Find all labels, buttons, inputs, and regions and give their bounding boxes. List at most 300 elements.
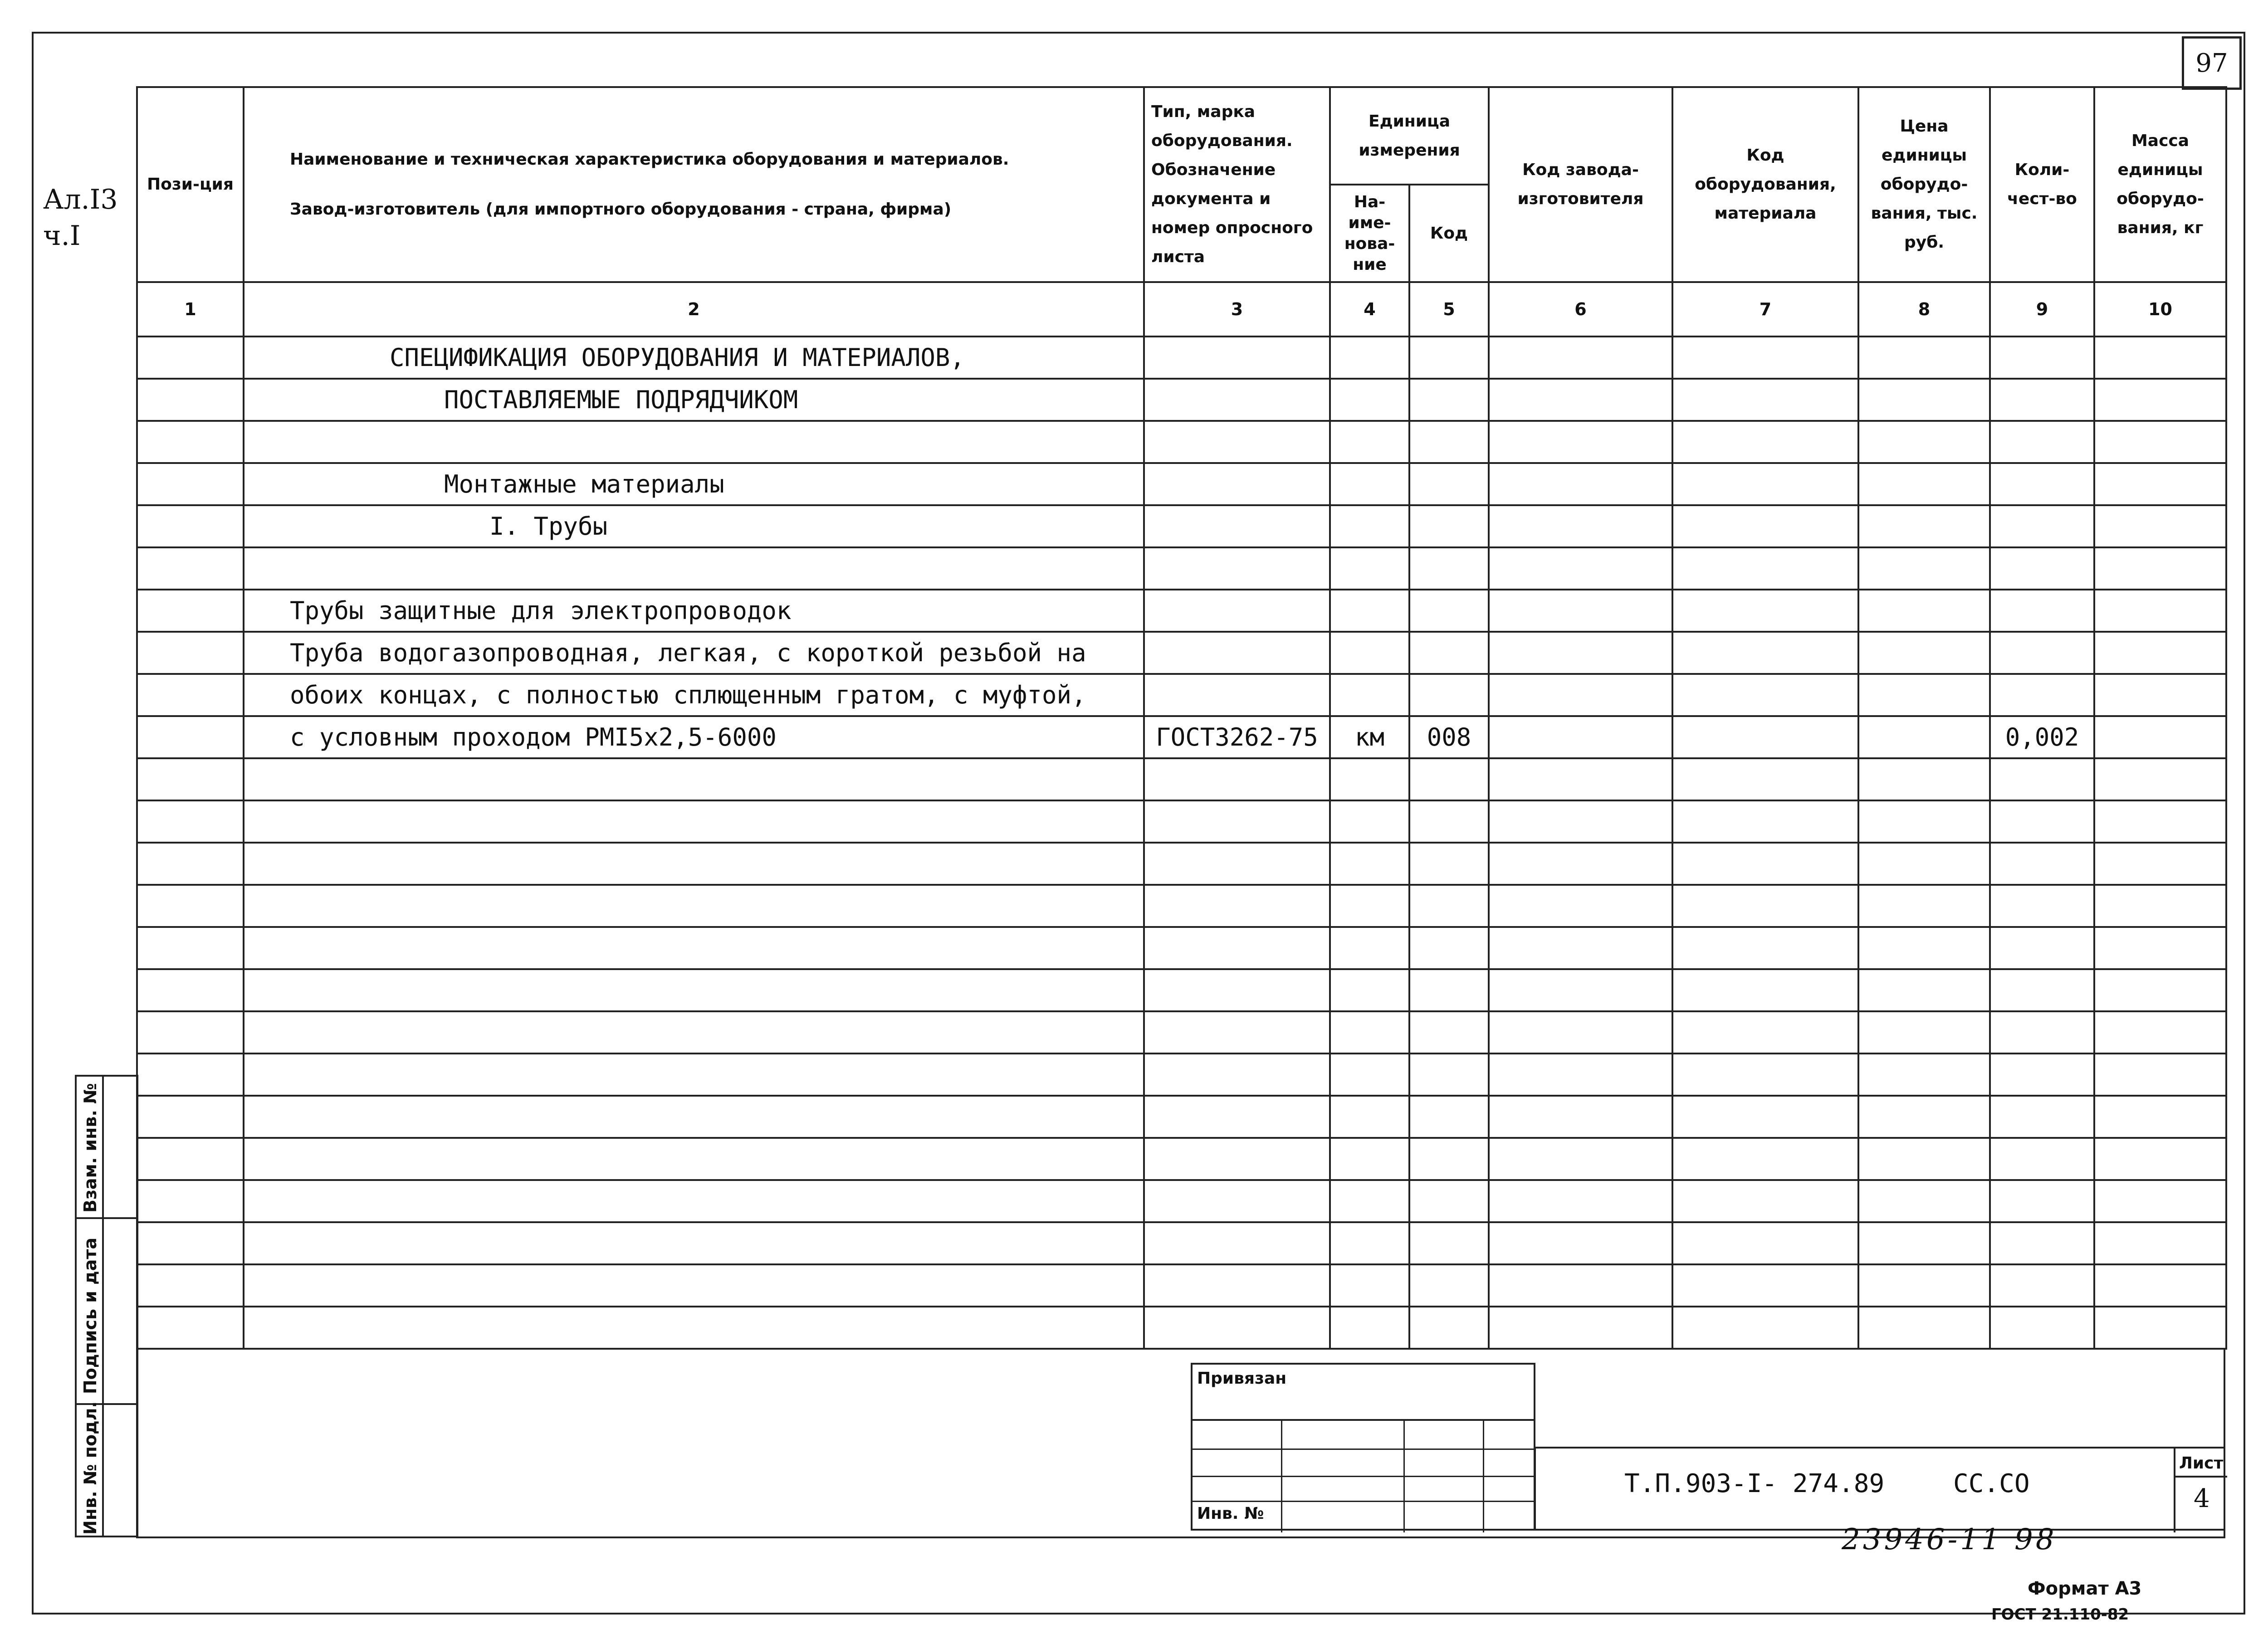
unit-code-cell bbox=[1409, 421, 1489, 463]
unit-name-cell bbox=[1330, 421, 1409, 463]
table-row bbox=[137, 463, 2226, 505]
name-cell bbox=[244, 800, 1144, 843]
sheet-box bbox=[2174, 1449, 2227, 1532]
position-cell bbox=[137, 758, 244, 800]
format-label: Формат А3 bbox=[2028, 1578, 2142, 1599]
header-unit: Единица измерения bbox=[1330, 87, 1489, 185]
equipment-code-cell bbox=[1672, 1011, 1858, 1054]
equipment-code-cell bbox=[1672, 337, 1858, 379]
handwritten-number: 23946-11 98 bbox=[1842, 1523, 2057, 1556]
mass-cell bbox=[2094, 1011, 2226, 1054]
specification-body bbox=[137, 337, 2226, 1349]
mass-cell bbox=[2094, 632, 2226, 674]
column-number: 1 bbox=[137, 282, 244, 337]
name-cell bbox=[244, 1011, 1144, 1054]
factory-code-cell bbox=[1489, 758, 1672, 800]
sheet-value: 4 bbox=[2194, 1484, 2210, 1513]
gost-label: ГОСТ 21.110-82 bbox=[1991, 1605, 2129, 1624]
table-row bbox=[137, 379, 2226, 421]
column-number: 4 bbox=[1330, 282, 1409, 337]
equipment-code-cell bbox=[1672, 969, 1858, 1011]
quantity-cell bbox=[1990, 1264, 2094, 1307]
factory-code-cell bbox=[1489, 379, 1672, 421]
equipment-code-cell bbox=[1672, 1180, 1858, 1222]
table-row bbox=[137, 1307, 2226, 1349]
mass-cell bbox=[2094, 1222, 2226, 1264]
unit-code-cell bbox=[1409, 843, 1489, 885]
table-row bbox=[137, 843, 2226, 885]
quantity-cell bbox=[1990, 1096, 2094, 1138]
price-cell bbox=[1858, 463, 1990, 505]
header-type: Тип, марка оборудования. Обозначение документа и номер опросного листа bbox=[1144, 87, 1330, 282]
unit-name-cell bbox=[1330, 632, 1409, 674]
type-cell bbox=[1144, 1054, 1330, 1096]
name-cell: с условным проходом РМI5х2,5-6000 bbox=[244, 716, 1144, 758]
side-label-replace-inv: Взам. инв. № bbox=[80, 1083, 100, 1213]
unit-name-cell bbox=[1330, 1264, 1409, 1307]
factory-code-cell bbox=[1489, 1054, 1672, 1096]
table-row bbox=[137, 885, 2226, 927]
equipment-code-cell bbox=[1672, 1264, 1858, 1307]
price-cell bbox=[1858, 800, 1990, 843]
equipment-code-cell bbox=[1672, 421, 1858, 463]
type-cell bbox=[1144, 969, 1330, 1011]
name-cell bbox=[244, 843, 1144, 885]
equipment-code-cell bbox=[1672, 632, 1858, 674]
factory-code-cell bbox=[1489, 590, 1672, 632]
type-cell bbox=[1144, 1096, 1330, 1138]
type-cell bbox=[1144, 1307, 1330, 1349]
price-cell bbox=[1858, 927, 1990, 969]
equipment-code-cell bbox=[1672, 1054, 1858, 1096]
column-number: 3 bbox=[1144, 282, 1330, 337]
unit-code-cell bbox=[1409, 674, 1489, 716]
type-cell bbox=[1144, 590, 1330, 632]
factory-code-cell bbox=[1489, 1264, 1672, 1307]
unit-code-cell bbox=[1409, 547, 1489, 590]
type-cell bbox=[1144, 505, 1330, 547]
price-cell bbox=[1858, 1264, 1990, 1307]
unit-name-cell bbox=[1330, 1054, 1409, 1096]
unit-name-cell bbox=[1330, 463, 1409, 505]
position-cell bbox=[137, 379, 244, 421]
type-cell bbox=[1144, 800, 1330, 843]
mass-cell bbox=[2094, 927, 2226, 969]
mass-cell bbox=[2094, 1264, 2226, 1307]
unit-code-cell bbox=[1409, 379, 1489, 421]
equipment-code-cell bbox=[1672, 1222, 1858, 1264]
factory-code-cell bbox=[1489, 505, 1672, 547]
unit-name-cell bbox=[1330, 1307, 1409, 1349]
position-cell bbox=[137, 969, 244, 1011]
factory-code-cell bbox=[1489, 927, 1672, 969]
name-cell bbox=[244, 1096, 1144, 1138]
side-stamp-strip bbox=[75, 1075, 138, 1537]
position-cell bbox=[137, 505, 244, 547]
header-factory-code: Код завода-изготовителя bbox=[1489, 87, 1672, 282]
side-ref-line-1: Ал.I3 bbox=[43, 184, 118, 215]
table-row bbox=[137, 1011, 2226, 1054]
price-cell bbox=[1858, 379, 1990, 421]
unit-code-cell bbox=[1409, 1096, 1489, 1138]
side-label-original-inv: Инв. № подл. bbox=[80, 1401, 100, 1535]
quantity-cell bbox=[1990, 1138, 2094, 1180]
unit-code-cell bbox=[1409, 1264, 1489, 1307]
position-cell bbox=[137, 1180, 244, 1222]
quantity-cell bbox=[1990, 885, 2094, 927]
unit-code-cell bbox=[1409, 590, 1489, 632]
equipment-code-cell bbox=[1672, 927, 1858, 969]
table-row bbox=[137, 716, 2226, 758]
document-title-block bbox=[1534, 1447, 2225, 1531]
unit-name-cell bbox=[1330, 1096, 1409, 1138]
quantity-cell bbox=[1990, 1011, 2094, 1054]
position-cell bbox=[137, 1138, 244, 1180]
factory-code-cell bbox=[1489, 1011, 1672, 1054]
mass-cell bbox=[2094, 1307, 2226, 1349]
header-unit-name: На-име-нова-ние bbox=[1330, 185, 1409, 282]
column-number: 2 bbox=[244, 282, 1144, 337]
factory-code-cell bbox=[1489, 1307, 1672, 1349]
unit-code-cell bbox=[1409, 463, 1489, 505]
type-cell bbox=[1144, 1222, 1330, 1264]
price-cell bbox=[1858, 1096, 1990, 1138]
factory-code-cell bbox=[1489, 1138, 1672, 1180]
mass-cell bbox=[2094, 379, 2226, 421]
quantity-cell bbox=[1990, 505, 2094, 547]
position-cell bbox=[137, 716, 244, 758]
column-number: 7 bbox=[1672, 282, 1858, 337]
unit-code-cell bbox=[1409, 1307, 1489, 1349]
table-row bbox=[137, 632, 2226, 674]
mass-cell bbox=[2094, 1138, 2226, 1180]
column-number: 9 bbox=[1990, 282, 2094, 337]
unit-code-cell bbox=[1409, 885, 1489, 927]
side-label-signature-date: Подпись и дата bbox=[80, 1237, 100, 1394]
stamp-divider bbox=[1403, 1419, 1405, 1532]
type-cell bbox=[1144, 421, 1330, 463]
name-cell bbox=[244, 1180, 1144, 1222]
document-code: Т.П.903-I- 274.89 bbox=[1624, 1469, 1885, 1498]
unit-code-cell bbox=[1409, 505, 1489, 547]
price-cell bbox=[1858, 632, 1990, 674]
table-row bbox=[137, 1264, 2226, 1307]
position-cell bbox=[137, 337, 244, 379]
name-cell: I. Трубы bbox=[244, 505, 1144, 547]
type-cell bbox=[1144, 547, 1330, 590]
specification-table bbox=[136, 86, 2227, 1350]
position-cell bbox=[137, 547, 244, 590]
equipment-code-cell bbox=[1672, 843, 1858, 885]
quantity-cell bbox=[1990, 632, 2094, 674]
factory-code-cell bbox=[1489, 421, 1672, 463]
factory-code-cell bbox=[1489, 969, 1672, 1011]
header-quantity: Коли-чест-во bbox=[1990, 87, 2094, 282]
position-cell bbox=[137, 1222, 244, 1264]
factory-code-cell bbox=[1489, 337, 1672, 379]
quantity-cell bbox=[1990, 337, 2094, 379]
position-cell bbox=[137, 1264, 244, 1307]
name-cell bbox=[244, 547, 1144, 590]
position-cell bbox=[137, 885, 244, 927]
type-cell bbox=[1144, 674, 1330, 716]
equipment-code-cell bbox=[1672, 463, 1858, 505]
name-cell bbox=[244, 1264, 1144, 1307]
table-row bbox=[137, 590, 2226, 632]
name-cell: СПЕЦИФИКАЦИЯ ОБОРУДОВАНИЯ И МАТЕРИАЛОВ, bbox=[244, 337, 1144, 379]
factory-code-cell bbox=[1489, 632, 1672, 674]
mass-cell bbox=[2094, 843, 2226, 885]
price-cell bbox=[1858, 590, 1990, 632]
table-row bbox=[137, 1180, 2226, 1222]
unit-code-cell: 008 bbox=[1409, 716, 1489, 758]
mass-cell bbox=[2094, 969, 2226, 1011]
unit-name-cell bbox=[1330, 927, 1409, 969]
unit-code-cell bbox=[1409, 1180, 1489, 1222]
unit-code-cell bbox=[1409, 1138, 1489, 1180]
unit-name-cell bbox=[1330, 379, 1409, 421]
table-row bbox=[137, 927, 2226, 969]
name-cell bbox=[244, 1054, 1144, 1096]
name-cell bbox=[244, 1138, 1144, 1180]
name-cell bbox=[244, 421, 1144, 463]
equipment-code-cell bbox=[1672, 1096, 1858, 1138]
unit-name-cell bbox=[1330, 800, 1409, 843]
unit-name-cell bbox=[1330, 1011, 1409, 1054]
equipment-code-cell bbox=[1672, 547, 1858, 590]
mass-cell bbox=[2094, 337, 2226, 379]
column-number: 8 bbox=[1858, 282, 1990, 337]
header-position: Пози-ция bbox=[137, 87, 244, 282]
equipment-code-cell bbox=[1672, 1307, 1858, 1349]
position-cell bbox=[137, 800, 244, 843]
mass-cell bbox=[2094, 1096, 2226, 1138]
quantity-cell bbox=[1990, 1180, 2094, 1222]
sheet-box-divider bbox=[2175, 1476, 2227, 1478]
type-cell bbox=[1144, 463, 1330, 505]
table-row bbox=[137, 1222, 2226, 1264]
stamp-divider bbox=[1483, 1419, 1484, 1532]
mass-cell bbox=[2094, 590, 2226, 632]
header-price: Цена единицы оборудо-вания, тыс. руб. bbox=[1858, 87, 1990, 282]
unit-code-cell bbox=[1409, 337, 1489, 379]
table-row bbox=[137, 547, 2226, 590]
table-row bbox=[137, 1138, 2226, 1180]
sheet-label: Лист bbox=[2179, 1454, 2224, 1473]
mass-cell bbox=[2094, 800, 2226, 843]
type-cell bbox=[1144, 1264, 1330, 1307]
mass-cell bbox=[2094, 1054, 2226, 1096]
binding-label: Привязан bbox=[1197, 1369, 1287, 1388]
unit-code-cell bbox=[1409, 1011, 1489, 1054]
header-name-line-2: Завод-изготовитель (для импортного оборудования - страна, фирма) bbox=[290, 200, 952, 219]
column-numbers-row bbox=[137, 282, 2226, 337]
position-cell bbox=[137, 1307, 244, 1349]
equipment-code-cell bbox=[1672, 716, 1858, 758]
unit-code-cell bbox=[1409, 1222, 1489, 1264]
price-cell bbox=[1858, 421, 1990, 463]
quantity-cell: 0,002 bbox=[1990, 716, 2094, 758]
quantity-cell bbox=[1990, 843, 2094, 885]
quantity-cell bbox=[1990, 547, 2094, 590]
factory-code-cell bbox=[1489, 1222, 1672, 1264]
mass-cell bbox=[2094, 421, 2226, 463]
header-unit-code: Код bbox=[1409, 185, 1489, 282]
price-cell bbox=[1858, 547, 1990, 590]
binding-stamp bbox=[1191, 1363, 1535, 1531]
equipment-code-cell bbox=[1672, 1138, 1858, 1180]
side-ref-line-2: ч.I bbox=[43, 220, 81, 252]
table-row bbox=[137, 421, 2226, 463]
factory-code-cell bbox=[1489, 674, 1672, 716]
table-row bbox=[137, 1096, 2226, 1138]
quantity-cell bbox=[1990, 463, 2094, 505]
type-cell bbox=[1144, 1180, 1330, 1222]
table-row bbox=[137, 758, 2226, 800]
name-cell bbox=[244, 758, 1144, 800]
quantity-cell bbox=[1990, 674, 2094, 716]
name-cell: Монтажные материалы bbox=[244, 463, 1144, 505]
equipment-code-cell bbox=[1672, 800, 1858, 843]
mass-cell bbox=[2094, 716, 2226, 758]
unit-code-cell bbox=[1409, 800, 1489, 843]
sheet-number: 97 bbox=[2182, 36, 2242, 90]
price-cell bbox=[1858, 969, 1990, 1011]
unit-name-cell bbox=[1330, 758, 1409, 800]
price-cell bbox=[1858, 337, 1990, 379]
position-cell bbox=[137, 1054, 244, 1096]
type-cell bbox=[1144, 927, 1330, 969]
mass-cell bbox=[2094, 758, 2226, 800]
unit-name-cell bbox=[1330, 843, 1409, 885]
type-cell bbox=[1144, 1011, 1330, 1054]
unit-name-cell bbox=[1330, 337, 1409, 379]
quantity-cell bbox=[1990, 758, 2094, 800]
name-cell: ПОСТАВЛЯЕМЫЕ ПОДРЯДЧИКОМ bbox=[244, 379, 1144, 421]
document-suffix: СС.СО bbox=[1953, 1469, 2030, 1498]
mass-cell bbox=[2094, 463, 2226, 505]
factory-code-cell bbox=[1489, 843, 1672, 885]
factory-code-cell bbox=[1489, 463, 1672, 505]
name-cell: обоих концах, с полностью сплющенным гратом, с муфтой, bbox=[244, 674, 1144, 716]
price-cell bbox=[1858, 1054, 1990, 1096]
quantity-cell bbox=[1990, 969, 2094, 1011]
price-cell bbox=[1858, 1138, 1990, 1180]
column-number: 10 bbox=[2094, 282, 2226, 337]
position-cell bbox=[137, 632, 244, 674]
factory-code-cell bbox=[1489, 716, 1672, 758]
type-cell bbox=[1144, 885, 1330, 927]
equipment-code-cell bbox=[1672, 885, 1858, 927]
price-cell bbox=[1858, 716, 1990, 758]
quantity-cell bbox=[1990, 927, 2094, 969]
quantity-cell bbox=[1990, 1222, 2094, 1264]
type-cell bbox=[1144, 379, 1330, 421]
factory-code-cell bbox=[1489, 800, 1672, 843]
table-row bbox=[137, 505, 2226, 547]
unit-code-cell bbox=[1409, 969, 1489, 1011]
inventory-number-label: Инв. № bbox=[1197, 1504, 1264, 1523]
unit-code-cell bbox=[1409, 632, 1489, 674]
price-cell bbox=[1858, 885, 1990, 927]
column-number: 5 bbox=[1409, 282, 1489, 337]
equipment-code-cell bbox=[1672, 674, 1858, 716]
price-cell bbox=[1858, 1307, 1990, 1349]
equipment-code-cell bbox=[1672, 590, 1858, 632]
unit-name-cell bbox=[1330, 590, 1409, 632]
position-cell bbox=[137, 674, 244, 716]
quantity-cell bbox=[1990, 800, 2094, 843]
unit-code-cell bbox=[1409, 758, 1489, 800]
unit-name-cell bbox=[1330, 969, 1409, 1011]
price-cell bbox=[1858, 1180, 1990, 1222]
table-row bbox=[137, 1054, 2226, 1096]
unit-name-cell bbox=[1330, 505, 1409, 547]
unit-name-cell bbox=[1330, 885, 1409, 927]
table-row bbox=[137, 969, 2226, 1011]
price-cell bbox=[1858, 758, 1990, 800]
header-mass: Масса единицы оборудо-вания, кг bbox=[2094, 87, 2226, 282]
type-cell bbox=[1144, 1138, 1330, 1180]
type-cell bbox=[1144, 758, 1330, 800]
quantity-cell bbox=[1990, 1307, 2094, 1349]
factory-code-cell bbox=[1489, 547, 1672, 590]
factory-code-cell bbox=[1489, 1180, 1672, 1222]
name-cell: Трубы защитные для электропроводок bbox=[244, 590, 1144, 632]
unit-name-cell bbox=[1330, 1180, 1409, 1222]
unit-name-cell bbox=[1330, 547, 1409, 590]
unit-name-cell bbox=[1330, 1222, 1409, 1264]
price-cell bbox=[1858, 1011, 1990, 1054]
position-cell bbox=[137, 463, 244, 505]
price-cell bbox=[1858, 505, 1990, 547]
name-cell bbox=[244, 885, 1144, 927]
price-cell bbox=[1858, 843, 1990, 885]
unit-code-cell bbox=[1409, 1054, 1489, 1096]
stamp-divider bbox=[1281, 1419, 1282, 1532]
unit-name-cell bbox=[1330, 1138, 1409, 1180]
column-number: 6 bbox=[1489, 282, 1672, 337]
position-cell bbox=[137, 1011, 244, 1054]
type-cell bbox=[1144, 843, 1330, 885]
header-equipment-code: Код оборудования, материала bbox=[1672, 87, 1858, 282]
mass-cell bbox=[2094, 885, 2226, 927]
mass-cell bbox=[2094, 674, 2226, 716]
header-name bbox=[244, 87, 1144, 282]
table-row bbox=[137, 800, 2226, 843]
name-cell bbox=[244, 1222, 1144, 1264]
side-reference bbox=[43, 181, 118, 254]
quantity-cell bbox=[1990, 379, 2094, 421]
name-cell bbox=[244, 927, 1144, 969]
unit-name-cell bbox=[1330, 674, 1409, 716]
position-cell bbox=[137, 927, 244, 969]
position-cell bbox=[137, 1096, 244, 1138]
name-cell: Труба водогазопроводная, легкая, с короткой резьбой на bbox=[244, 632, 1144, 674]
equipment-code-cell bbox=[1672, 379, 1858, 421]
type-cell: ГОСТ3262-75 bbox=[1144, 716, 1330, 758]
price-cell bbox=[1858, 1222, 1990, 1264]
equipment-code-cell bbox=[1672, 758, 1858, 800]
position-cell bbox=[137, 843, 244, 885]
factory-code-cell bbox=[1489, 885, 1672, 927]
equipment-code-cell bbox=[1672, 505, 1858, 547]
type-cell bbox=[1144, 632, 1330, 674]
table-row bbox=[137, 337, 2226, 379]
price-cell bbox=[1858, 674, 1990, 716]
mass-cell bbox=[2094, 1180, 2226, 1222]
mass-cell bbox=[2094, 505, 2226, 547]
